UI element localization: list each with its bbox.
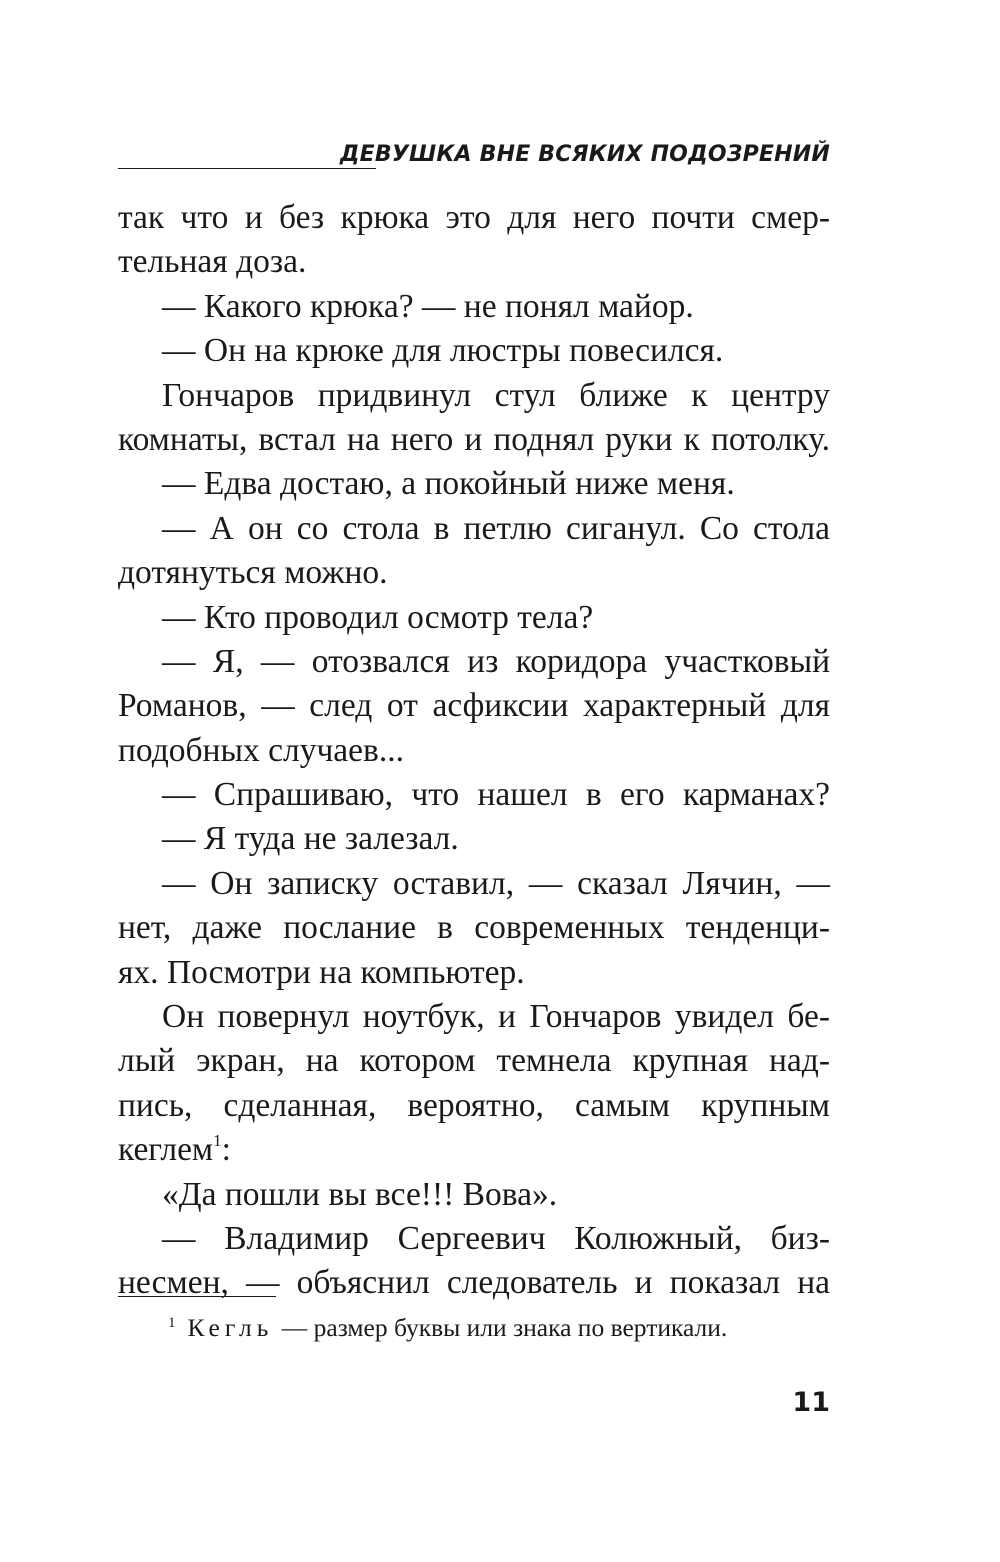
running-head xyxy=(118,140,830,174)
text-line: — Я туда не залезал. xyxy=(162,820,459,858)
page-number: 11 xyxy=(792,1387,830,1418)
text-line: Романов, — след от асфиксии характерный для xyxy=(118,687,830,725)
text-line: — Владимир Сергеевич Колюжный, биз- xyxy=(162,1219,830,1257)
text-fragment: : xyxy=(221,1131,231,1169)
text-line: Гончаров придвинул стул ближе к центру xyxy=(162,376,830,414)
text-line: лый экран, на котором темнела крупная над- xyxy=(118,1042,830,1080)
footnote-reference: 1 xyxy=(213,1131,222,1151)
footnote-divider xyxy=(118,1296,276,1297)
text-line: — А он со стола в петлю сиганул. Со стола xyxy=(162,509,830,547)
text-line: подобных случаев... xyxy=(118,731,404,769)
text-line: — Я, — отозвался из коридора участковый xyxy=(162,642,830,680)
footnote-term: Кегль xyxy=(187,1313,274,1342)
text-line: — Какого крюка? — не понял майор. xyxy=(162,287,694,325)
main-text xyxy=(118,196,830,1306)
text-line: нет, даже послание в современных тенденци- xyxy=(118,909,830,947)
text-line: — Едва достаю, а покойный ниже меня. xyxy=(162,465,735,503)
text-line: дотянуться можно. xyxy=(118,554,388,592)
text-line: — Кто проводил осмотр тела? xyxy=(162,598,594,636)
text-line: ях. Посмотри на компьютер. xyxy=(118,953,525,991)
text-line: — Он записку оставил, — сказал Лячин, — xyxy=(162,864,830,902)
text-line: «Да пошли вы все!!! Вова». xyxy=(162,1175,558,1213)
text-line: тельная доза. xyxy=(118,243,307,281)
footnote xyxy=(168,1306,727,1345)
footnote-text: — размер буквы или знака по вертикали. xyxy=(281,1313,728,1342)
text-line: — Спрашиваю, что нашел в его карманах? xyxy=(162,776,830,814)
text-line: Он повернул ноутбук, и Гончаров увидел бе- xyxy=(162,998,830,1036)
footnote-number: 1 xyxy=(168,1315,176,1331)
text-line-with-footnote xyxy=(118,1128,830,1172)
text-fragment: кеглем xyxy=(118,1131,214,1169)
text-line: несмен, — объяснил следователь и показал на xyxy=(118,1264,830,1302)
book-title: ДЕВУШКА ВНЕ ВСЯКИХ ПОДОЗРЕНИЙ xyxy=(339,142,830,167)
running-head-rule xyxy=(118,168,376,169)
text-line: так что и без крюка это для него почти смер- xyxy=(118,199,830,236)
text-line: — Он на крюке для люстры повесился. xyxy=(162,332,724,370)
text-line: пись, сделанная, вероятно, самым крупным xyxy=(118,1086,830,1124)
text-line: комнаты, встал на него и поднял руки к потолку. xyxy=(118,420,830,458)
